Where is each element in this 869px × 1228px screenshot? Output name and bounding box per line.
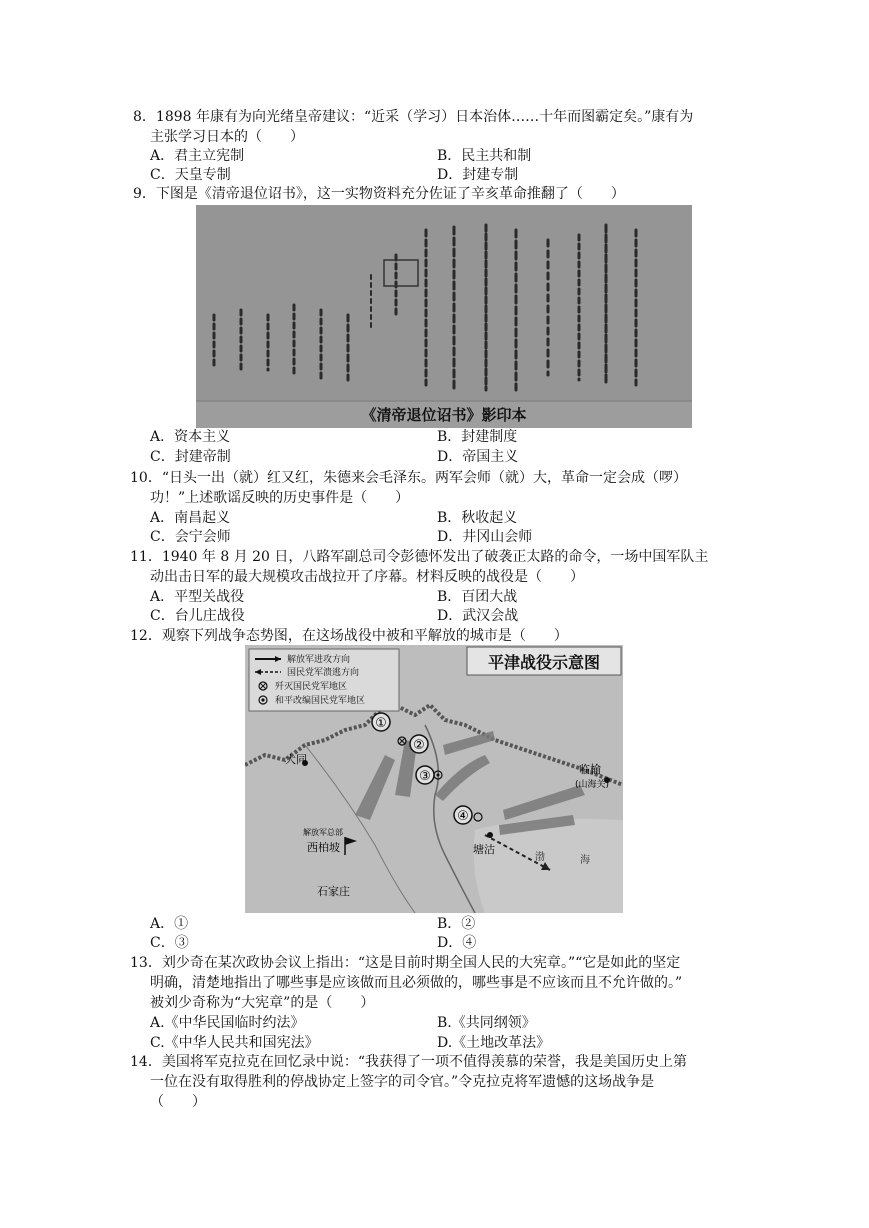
q14-line-1: 14．美国将军克拉克在回忆录中说：“我获得了一项不值得羡慕的荣誉，我是美国历史上第 [130, 1054, 687, 1070]
q12-option-d: D．④ [437, 935, 477, 951]
legend-annihilate: 歼灭国民党军地区 [275, 682, 348, 692]
marker-2: ② [413, 738, 425, 753]
q12-line-1: 12．观察下列战争态势图，在这场战役中被和平解放的城市是（ ） [130, 628, 568, 644]
q9-option-d: D．帝国主义 [437, 449, 519, 465]
q10-option-a: A．南昌起义 [150, 510, 231, 526]
q11-option-c: C．台儿庄战役 [150, 608, 245, 624]
pingjin-map-graphic [245, 645, 623, 913]
q8-line-2: 主张学习日本的（ ） [150, 129, 304, 145]
place-datong: 大同 [285, 753, 307, 766]
q11-option-d: D．武汉会战 [437, 608, 519, 624]
edict-caption: 《清帝退位诏书》影印本 [361, 406, 527, 424]
legend-attack: 解放军进攻方向 [287, 655, 351, 665]
q8-line-1: 8．1898 年康有为向光绪皇帝建议：“近采（学习）日本治体……十年而图霸定矣。”康有为 [133, 109, 694, 125]
q14-line-2: 一位在没有取得胜利的停战协定上签字的司令官。”令克拉克将军遗憾的这场战争是 [150, 1074, 655, 1090]
q9-option-c: C．封建帝制 [150, 449, 231, 465]
q14-line-3: （ ） [150, 1094, 206, 1110]
place-shanhaiguan: (山海关) [575, 780, 610, 790]
legend-peaceful: 和平改编国民党军地区 [275, 696, 366, 706]
q12-option-b: B．② [437, 916, 476, 932]
q13-option-d: D.《土地改革法》 [437, 1035, 551, 1051]
place-hai: 海 [580, 855, 590, 866]
q13-line-2: 明确，清楚地指出了哪些事是应该做而且必须做的，哪些事是不应该而且不允许做的。” [150, 975, 683, 991]
place-bo: 渤 [535, 852, 545, 863]
q12-option-c: C．③ [150, 935, 189, 951]
q11-line-2: 动出击日军的最大规模攻击战拉开了序幕。材料反映的战役是（ ） [150, 569, 584, 585]
place-shijiazhuang: 石家庄 [317, 885, 350, 898]
q11-option-b: B．百团大战 [437, 589, 518, 605]
legend-retreat: 国民党军溃逃方向 [287, 668, 360, 678]
place-hq: 解放军总部 [303, 828, 343, 837]
q10-option-d: D．井冈山会师 [437, 529, 533, 545]
q9-line-1: 9．下图是《清帝退位诏书》，这一实物资料充分佐证了辛亥革命推翻了（ ） [133, 186, 625, 202]
pingjin-map [245, 645, 623, 913]
q10-line-1: 10．“日头一出（就）红又红，朱德来会毛泽东。两军会师（就）大，革命一定会成（啰） [130, 470, 687, 486]
q12-option-a: A．① [150, 916, 189, 932]
q13-option-c: C.《中华人民共和国宪法》 [150, 1035, 319, 1051]
edict-photo-graphic [196, 205, 692, 428]
q11-option-a: A．平型关战役 [150, 589, 245, 605]
q13-option-a: A.《中华民国临时约法》 [150, 1015, 305, 1031]
q8-option-c: C．天皇专制 [150, 167, 231, 183]
q8-option-d: D．封建专制 [437, 167, 519, 183]
q13-option-b: B.《共同纲领》 [437, 1015, 536, 1031]
q11-line-1: 11．1940 年 8 月 20 日，八路军副总司令彭德怀发出了破袭正太路的命令，一场中国军队主 [130, 549, 709, 565]
place-linyu: 临榆 [579, 763, 601, 776]
edict-photo [196, 205, 692, 428]
q10-option-c: C．会宁会师 [150, 529, 231, 545]
map-title: 平津战役示意图 [487, 653, 601, 672]
q9-option-b: B．封建制度 [437, 429, 518, 445]
marker-1: ① [375, 716, 387, 731]
q8-option-a: A．君主立宪制 [150, 148, 245, 164]
place-xibaipo: 西柏坡 [307, 841, 340, 854]
q9-option-a: A．资本主义 [150, 429, 231, 445]
q13-line-1: 13．刘少奇在某次政协会议上指出：“这是目前时期全国人民的大宪章。”“它是如此的坚定 [130, 955, 681, 971]
marker-3: ③ [419, 769, 431, 784]
q10-line-2: 功！”上述歌谣反映的历史事件是（ ） [150, 490, 410, 506]
q13-line-3: 被刘少奇称为“大宪章”的是（ ） [150, 995, 375, 1011]
marker-4: ④ [457, 809, 469, 824]
place-tanggu: 塘沽 [473, 843, 495, 856]
q8-option-b: B．民主共和制 [437, 148, 532, 164]
q10-option-b: B．秋收起义 [437, 510, 518, 526]
